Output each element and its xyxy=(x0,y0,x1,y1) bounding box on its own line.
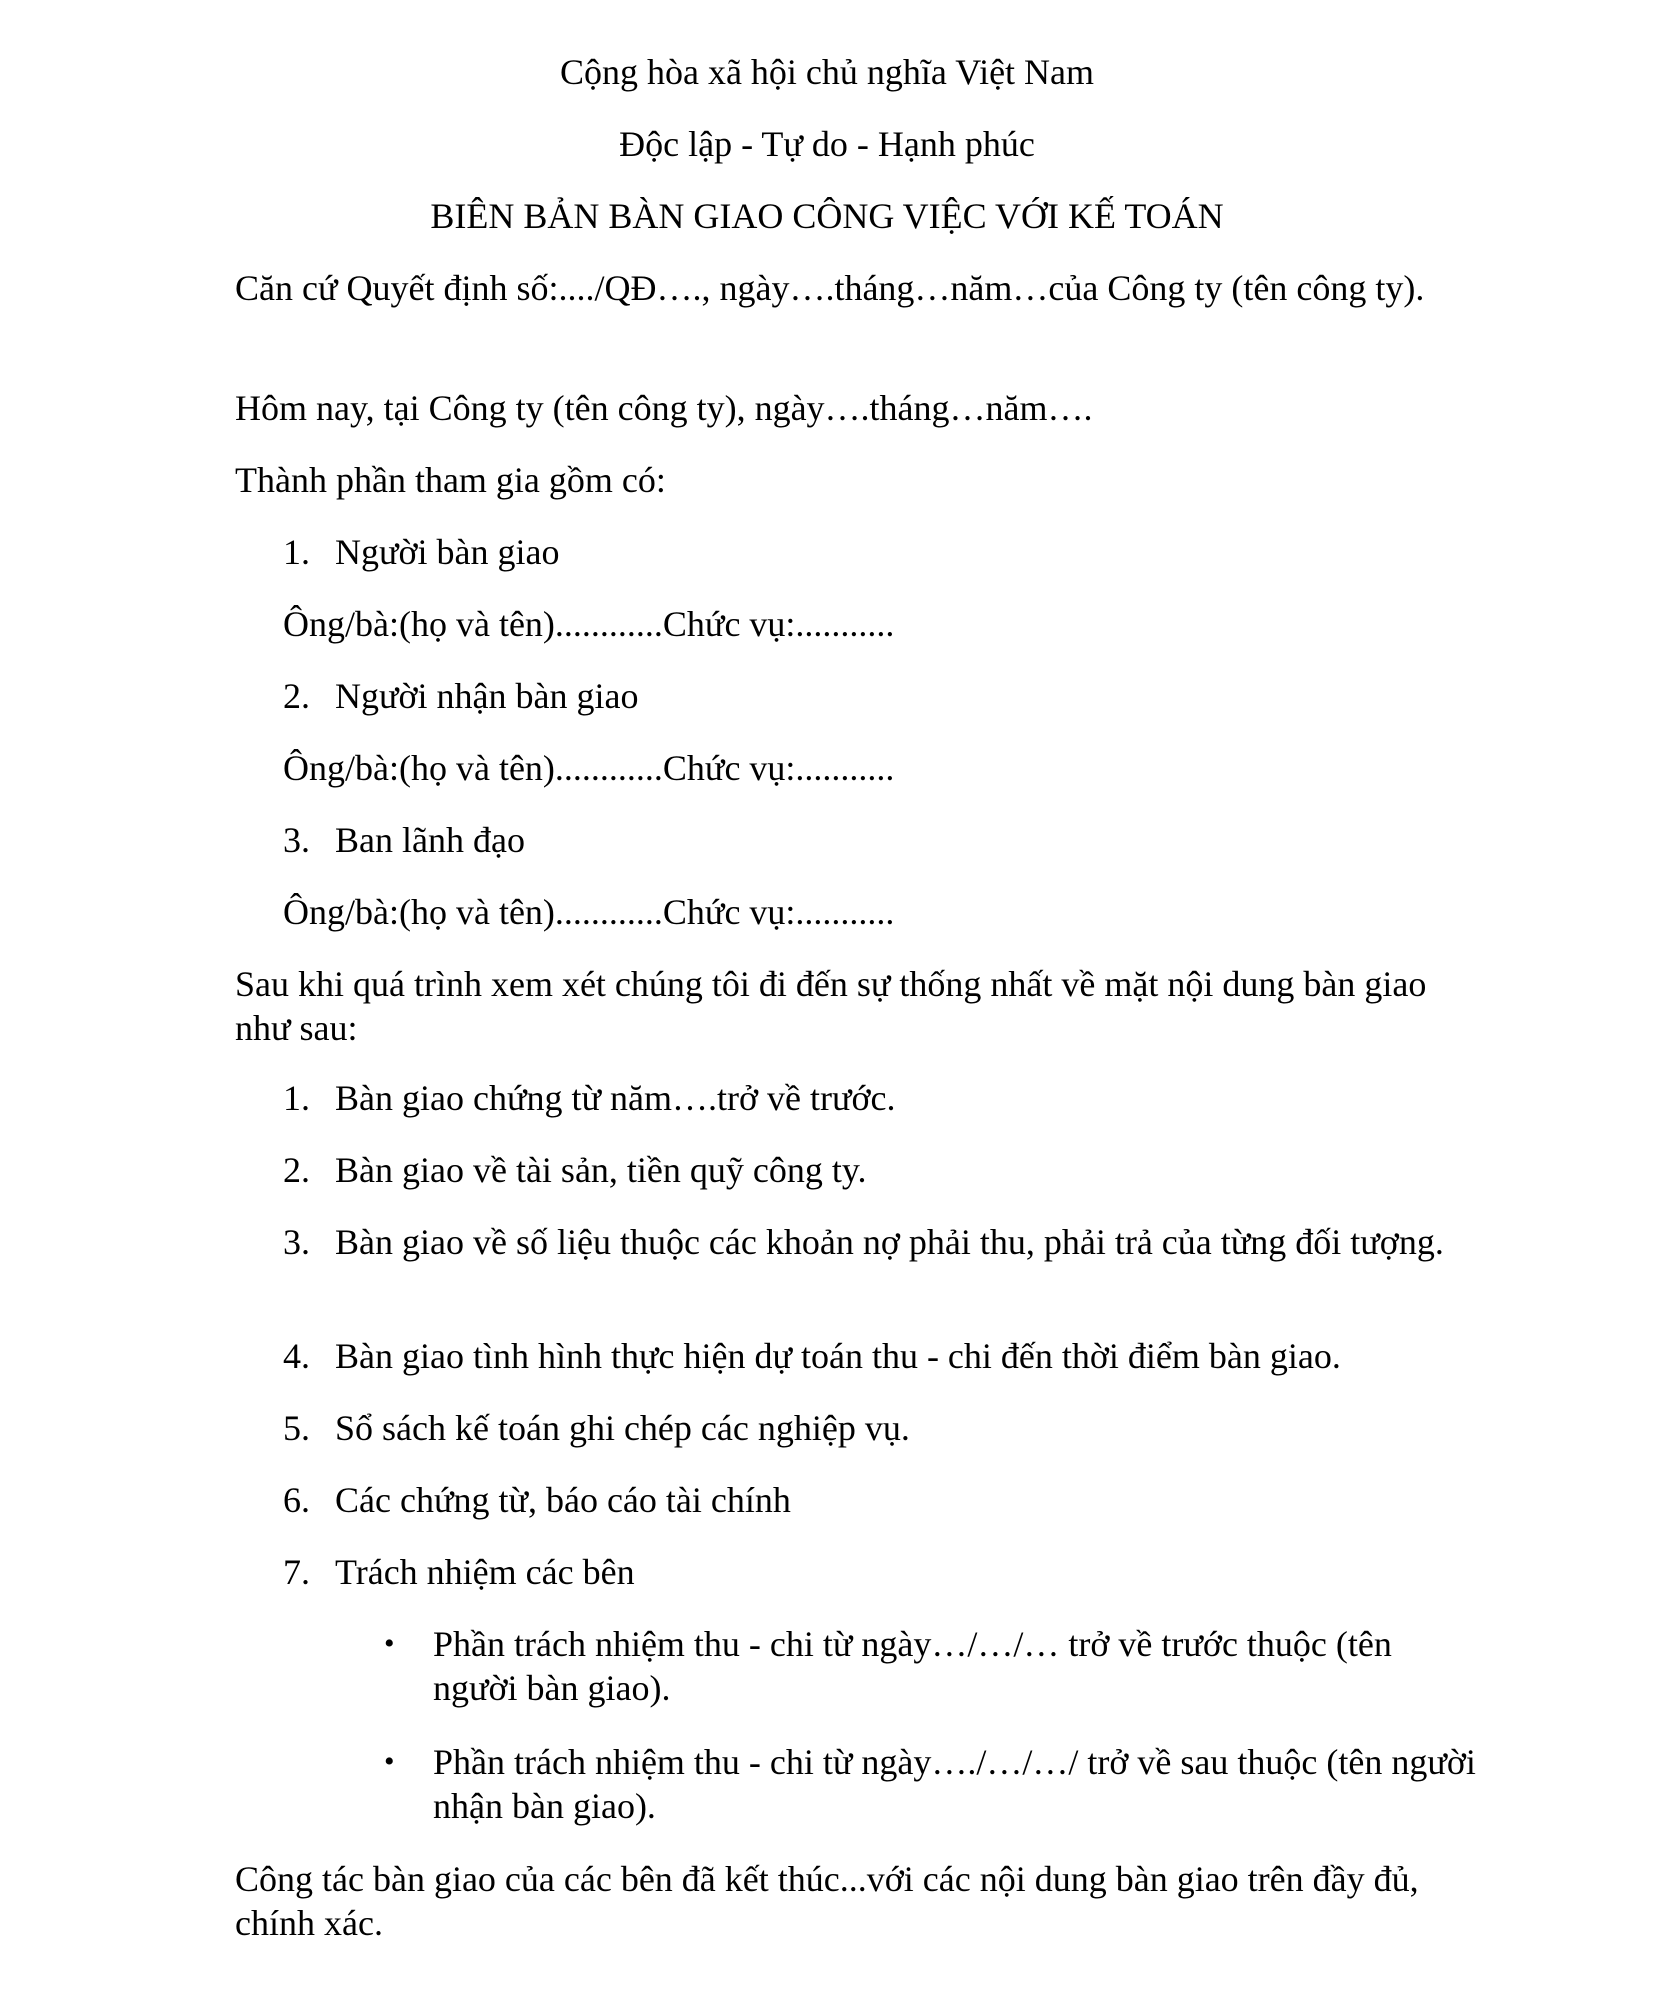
item-number: 7. xyxy=(283,1552,310,1592)
item-number: 4. xyxy=(283,1336,310,1376)
item-number: 2. xyxy=(283,1150,310,1190)
handover-item: Trách nhiệm các bên xyxy=(335,1552,635,1592)
item-number: 5. xyxy=(283,1408,310,1448)
today-paragraph: Hôm nay, tại Công ty (tên công ty), ngày….tháng…năm…. xyxy=(235,388,1093,428)
basis-paragraph: Căn cứ Quyết định số:..../QĐ…., ngày….tháng…năm…của Công ty (tên công ty). xyxy=(235,268,1425,308)
national-motto: Độc lập - Tự do - Hạnh phúc xyxy=(619,124,1035,164)
participant-number: 1. xyxy=(283,532,310,572)
participant-role: Ban lãnh đạo xyxy=(335,820,525,860)
handover-item: Bàn giao chứng từ năm….trở về trước. xyxy=(335,1078,896,1118)
participant-detail: Ông/bà:(họ và tên)............Chức vụ:........... xyxy=(283,604,895,644)
agreement-paragraph: Sau khi quá trình xem xét chúng tôi đi đến sự thống nhất về mặt nội dung bàn giao như sau: xyxy=(235,964,1427,1048)
handover-item: Bàn giao về số liệu thuộc các khoản nợ phải thu, phải trả của từng đối tượng. xyxy=(335,1222,1444,1262)
participant-role: Người bàn giao xyxy=(335,532,560,572)
handover-item: Bàn giao về tài sản, tiền quỹ công ty. xyxy=(335,1150,867,1190)
handover-item: Bàn giao tình hình thực hiện dự toán thu - chi đến thời điểm bàn giao. xyxy=(335,1336,1341,1376)
item-number: 1. xyxy=(283,1078,310,1118)
participant-number: 2. xyxy=(283,676,310,716)
participant-detail: Ông/bà:(họ và tên)............Chức vụ:........... xyxy=(283,748,895,788)
document-title: BIÊN BẢN BÀN GIAO CÔNG VIỆC VỚI KẾ TOÁN xyxy=(430,196,1224,236)
participants-label: Thành phần tham gia gồm có: xyxy=(235,460,666,500)
national-name: Cộng hòa xã hội chủ nghĩa Việt Nam xyxy=(559,52,1095,92)
bullet-icon: • xyxy=(384,1627,395,1660)
handover-item: Các chứng từ, báo cáo tài chính xyxy=(335,1480,791,1520)
responsibility-item: Phần trách nhiệm thu - chi từ ngày…/…/… trở về trước thuộc (tên người bàn giao). xyxy=(433,1624,1392,1708)
participant-detail: Ông/bà:(họ và tên)............Chức vụ:........... xyxy=(283,892,895,932)
responsibility-item: Phần trách nhiệm thu - chi từ ngày…./…/…/ trở về sau thuộc (tên người nhận bàn giao). xyxy=(433,1742,1476,1826)
bullet-icon: • xyxy=(384,1745,395,1778)
conclusion-paragraph: Công tác bàn giao của các bên đã kết thúc...với các nội dung bàn giao trên đầy đủ, chính xác. xyxy=(235,1859,1419,1943)
handover-item: Sổ sách kế toán ghi chép các nghiệp vụ. xyxy=(335,1408,910,1448)
item-number: 6. xyxy=(283,1480,310,1520)
item-number: 3. xyxy=(283,1222,310,1262)
participant-role: Người nhận bàn giao xyxy=(335,676,639,716)
participant-number: 3. xyxy=(283,820,310,860)
